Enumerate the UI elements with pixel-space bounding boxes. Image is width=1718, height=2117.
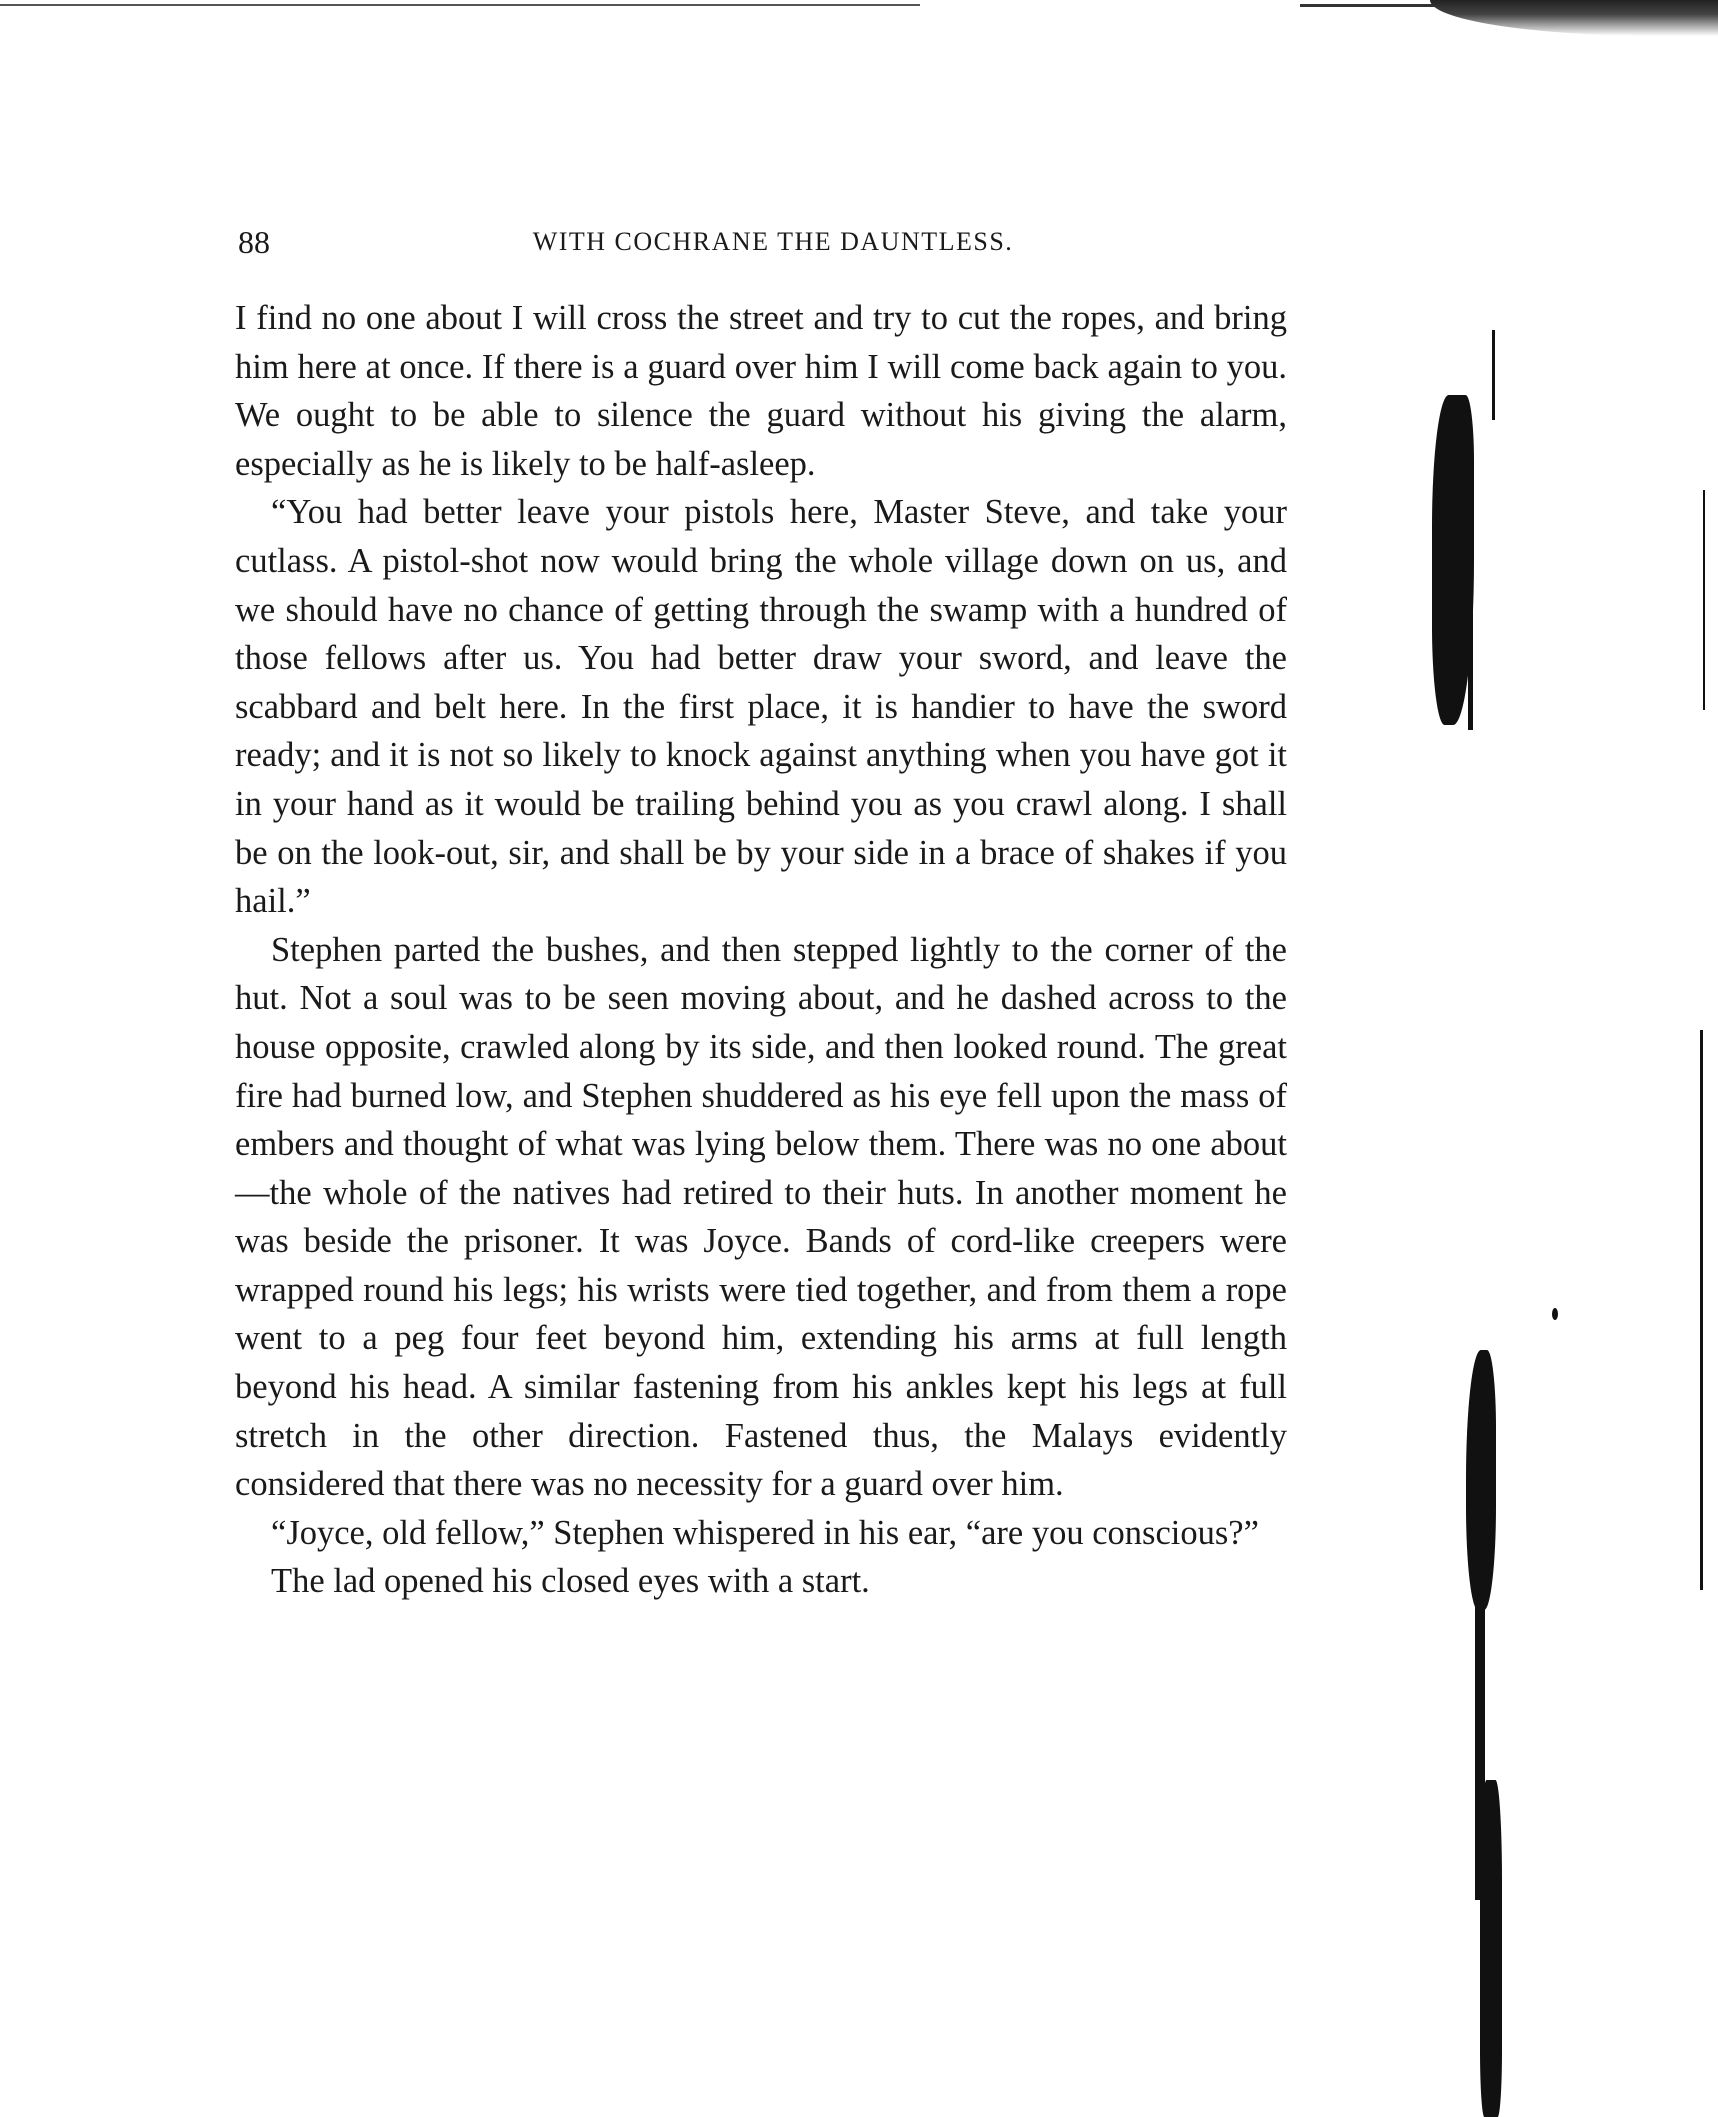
scan-edge-mark-6	[1480, 1780, 1502, 2117]
running-head	[238, 222, 1308, 262]
scan-edge-mark-9	[1552, 1308, 1558, 1320]
scan-edge-mark-3	[1492, 330, 1495, 420]
running-title: WITH COCHRANE THE DAUNTLESS.	[532, 227, 1014, 256]
page-number: 88	[238, 224, 270, 260]
body-text	[235, 294, 1287, 1606]
scan-edge-mark-2	[1468, 480, 1473, 730]
scan-edge-mark-4	[1466, 1350, 1496, 1610]
scan-top-smudge	[1430, 0, 1718, 36]
paragraph-2: “You had better leave your pistols here, Master Steve, and take your cutlass. A pistol-shot now would bring the whole village down on us, and we should have no chance of getting through the swamp with a hundred of those fellows after us. You had better draw your sword, and leave the scabbard and belt here. In the first place, it is handier to have the sword ready; and it is not so likely to knock against anything when you have got it in your hand as it would be trailing behind you as you crawl along. I shall be on the look-out, sir, and shall be by your side in a brace of shakes if you hail.”	[235, 493, 1287, 921]
paragraph-3: Stephen parted the bushes, and then stepped lightly to the corner of the hut. Not a soul was to be seen moving about, and he dashed across to the house opposite, crawled along by its side, and then looked round. The great fire had burned low, and Stephen shuddered as his eye fell upon the mass of embers and thought of what was lying below them. There was no one about—the whole of the natives had retired to their huts. In another moment he was beside the prisoner. It was Joyce. Bands of cord-like creepers were wrapped round his legs; his wrists were tied together, and from them a rope went to a peg four feet beyond him, extending his arms at full length beyond his head. A similar fastening from his ankles kept his legs at full stretch in the other direction. Fastened thus, the Malays evidently considered that there was no necessity for a guard over him.	[235, 930, 1287, 1504]
scan-edge-mark-8	[1703, 490, 1705, 710]
paragraph-5: The lad opened his closed eyes with a start.	[271, 1562, 870, 1601]
paragraph-4: “Joyce, old fellow,” Stephen whispered in his ear, “are you conscious?”	[271, 1513, 1259, 1552]
paragraph-1: I find no one about I will cross the street and try to cut the ropes, and bring him here at once. If there is a guard over him I will come back again to you. We ought to be able to silence the guard without his giving the alarm, especially as he is likely to be half-asleep.	[235, 299, 1287, 483]
scan-top-rule	[0, 4, 920, 6]
scan-edge-mark-7	[1700, 1030, 1703, 1590]
